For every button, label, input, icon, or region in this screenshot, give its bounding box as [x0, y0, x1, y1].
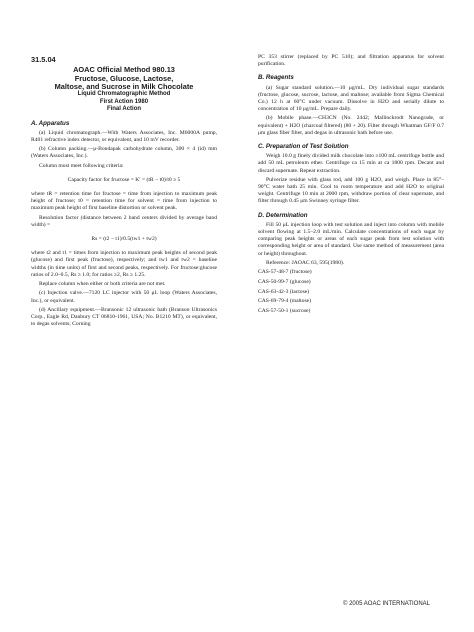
para-fill-loop: Fill 50 μL injection loop with test solution and inject into column with mobile solvent flowing at 1.5–2.0 mL/min. Calculate concentrations of each sugar by comparing peak heights or areas of each sugar peak from test solution with corresponding height or area of standard. Use same method of measurement (area or height) throughout. — [258, 221, 444, 257]
cas-item: CAS-50-99-7 (glucose) — [258, 278, 311, 285]
subtitle-line: Final Action — [106, 106, 142, 113]
title-line: AOAC Official Method 980.13 — [73, 65, 175, 75]
section-number: 31.5.04 — [31, 55, 56, 64]
heading-test-solution: C. Preparation of Test Solution — [258, 143, 349, 151]
subtitle-line: Liquid Chromatographic Method — [77, 91, 171, 98]
cas-item: CAS-69-79-4 (maltose) — [258, 298, 311, 305]
method-title — [31, 66, 217, 91]
para-injection-valve: (c) Injection valve.—7120 LC injector with 50 μL loop (Waters Associates, Inc.), or equivalent. — [31, 290, 217, 304]
cas-item: CAS-57-48-7 (fructose) — [258, 269, 312, 276]
right-column — [258, 54, 444, 318]
cas-item: CAS-63-42-3 (lactose) — [258, 288, 310, 295]
para-sugar-standard: (a) Sugar standard solution.—10 μg/mL. Dry individual sugar standards (fructose, glucose, sucrose, lactose, and maltose; available from Sigma Chemical Co.) 12 h at 60°C under vacuum. Dissolve in H2O and serially dilute to concentration of 10 μg/mL. Prepare daily. — [258, 84, 444, 113]
copyright-footer: © 2005 AOAC INTERNATIONAL — [343, 601, 431, 607]
title-line: Maltose, and Sucrose in Milk Chocolate — [54, 82, 194, 92]
title-line: Fructose, Glucose, Lactose, — [74, 73, 174, 83]
heading-determination: D. Determination — [258, 211, 308, 219]
cas-list — [258, 269, 444, 315]
para-pulverize: Pulverize residue with glass rod, add 100 g H2O, and weigh. Place in 85°–90°C water bath 25 min. Cool to room temperature and add H2O to original weight. Centrifuge 10 min at 2000 rpm, withdraw portion of clear supernate, and filter through 0.45 μm Swinney syringe filter. — [258, 176, 444, 205]
para-resolution: Resolution factor (distance between 2 band centers divided by average band width) = — [31, 214, 217, 228]
para-criteria: Column must meet following criteria: — [39, 162, 124, 169]
para-column-packing: (b) Column packing.—μ-Bondapak carbohydrate column, 300 × 4 (id) mm (Waters Associates, Inc.). — [31, 146, 217, 160]
method-subtitle — [31, 91, 217, 113]
reference: Reference: JAOAC 63, 595(1980). — [266, 259, 345, 266]
equation-resolution: Rs = (t2 − t1)/0.5(tw1 + tw2) — [91, 236, 157, 243]
para-ancillary: (d) Ancillary equipment.—Bransonic 12 ultrasonic bath (Branson Ultrasonics Corp., Eagle Rd, Danbury CT 06810-1961, USA; No. B1210 MT), or equivalent, to degas solvents; Corning — [31, 306, 217, 328]
heading-reagents: B. Reagents — [258, 74, 294, 82]
cas-item: CAS-57-50-1 (sucrose) — [258, 308, 311, 315]
subtitle-line: First Action 1980 — [99, 98, 149, 105]
para-liquid-chromatograph: (a) Liquid chromatograph.—With Waters Associates, Inc. M6000A pump, R401 refractive index detector, or equivalent, and 10 mV recorder. — [31, 129, 217, 144]
para-weigh: Weigh 10.0 g finely divided milk chocolate into ≥100 mL centrifuge bottle and add 50 mL petroleum ether. Centrifuge ca 15 min at ca 1800 rpm. Decant and discard supernate. Repeat extraction. — [258, 153, 444, 174]
para-replace-column: Replace column when either or both criteria are not met. — [39, 281, 166, 288]
heading-apparatus: A. Apparatus — [31, 119, 70, 127]
para-mobile-phase: (b) Mobile phase.—CH3CN (No. 2442; Mallinckrodt Nanograde, or equivalent) + H2O (charcoal filtered) (80 + 20). Filter through Whatman GF/F 0.7 μm glass fiber filter, and degas in ultrasonic bath before use. — [258, 115, 444, 136]
para-where-2: where t2 and t1 = times from injection to maximum peak heights of second peak (glucose) and first peak (fructose), respectively; and tw1 and tw2 = baseline widths (in time units) of first and second peaks, respectively. For fructose:glucose ratios of 2.0–0.5, Rs ≥ 1.0; for ratios ≥2, Rs ≥ 1.25. — [31, 250, 217, 278]
left-column — [31, 56, 217, 330]
equation-capacity-factor: Capacity factor for fructose = K′ = (tR − t0)/t0 ≥ 5 — [67, 176, 181, 183]
para-where-1: where tR = retention time for fructose = time from injection to maximum peak height of fructose; t0 = retention time for solvent = time from injection to maximum peak height of first baseline distortion or solvent peak. — [31, 191, 217, 212]
para-continued: PC 353 stirrer (replaced by PC 510); and filtration apparatus for solvent purification. — [258, 54, 444, 68]
